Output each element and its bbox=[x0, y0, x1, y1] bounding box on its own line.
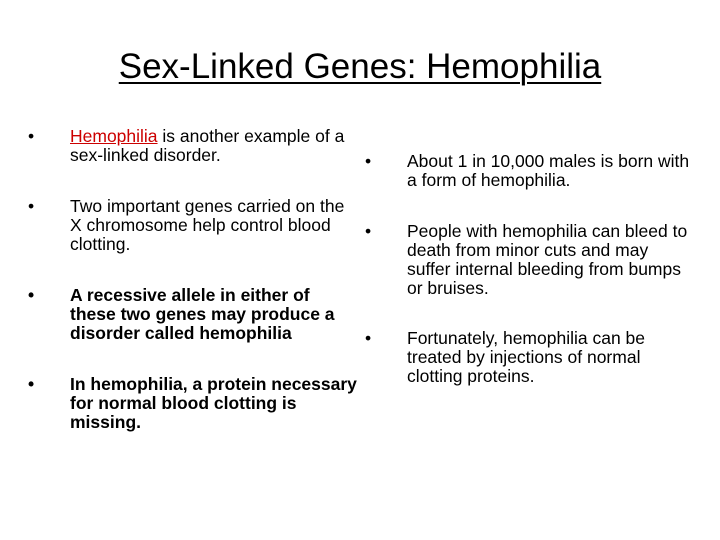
bullet-dot-icon: • bbox=[365, 328, 372, 348]
bullet-text: Fortunately, hemophilia can be treated by injections of normal clotting proteins. bbox=[407, 328, 646, 386]
right-column bbox=[365, 152, 695, 386]
bullet-dot-icon: • bbox=[365, 221, 372, 241]
bullet-text: People with hemophilia can bleed to death from minor cuts and may suffer internal bleeding from bumps or bruises. bbox=[407, 221, 688, 298]
bullet-missing-protein bbox=[28, 375, 358, 432]
bullet-text: A recessive allele in either of these two genes may produce a disorder called hemophilia bbox=[70, 285, 335, 343]
bullet-dot-icon: • bbox=[365, 151, 372, 171]
bullet-x-chromosome bbox=[28, 197, 358, 254]
bullet-dot-icon: • bbox=[28, 126, 35, 146]
bullet-text: is another example of a sex-linked disorder. bbox=[70, 126, 345, 165]
hemophilia-term: Hemophilia bbox=[70, 126, 158, 146]
bullet-text: About 1 in 10,000 males is born with a form of hemophilia. bbox=[407, 151, 690, 190]
bullet-text: In hemophilia, a protein necessary for normal blood clotting is missing. bbox=[70, 374, 357, 432]
bullet-treatment bbox=[365, 329, 695, 386]
bullet-hemophilia-example bbox=[28, 127, 358, 165]
bullet-dot-icon: • bbox=[28, 374, 35, 394]
bullet-text: Two important genes carried on the X chromosome help control blood clotting. bbox=[70, 196, 345, 254]
bullet-recessive-allele bbox=[28, 286, 358, 343]
left-column bbox=[28, 127, 358, 432]
slide-title: Sex-Linked Genes: Hemophilia bbox=[118, 47, 602, 86]
bullet-frequency bbox=[365, 152, 695, 190]
bullet-bleeding-risk bbox=[365, 222, 695, 298]
bullet-dot-icon: • bbox=[28, 285, 35, 305]
bullet-dot-icon: • bbox=[28, 196, 35, 216]
